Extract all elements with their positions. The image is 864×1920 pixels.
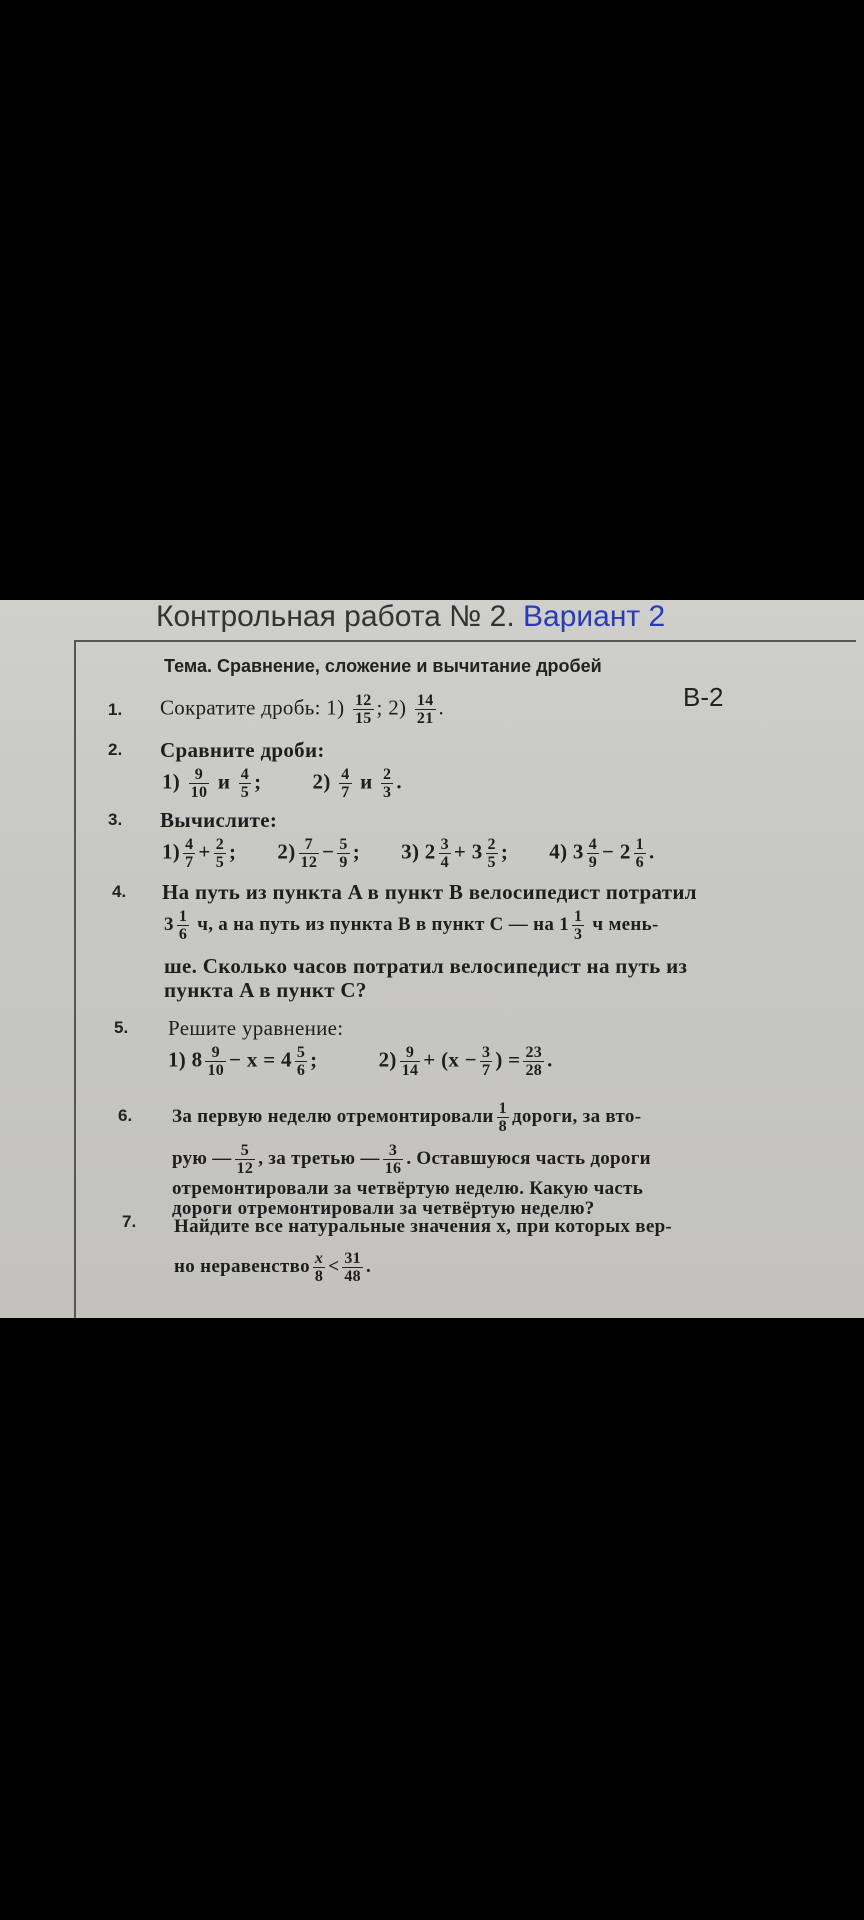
page-title: [156, 600, 665, 634]
task-1: [160, 692, 444, 727]
fraction: $\frac{12}{15}$: [354, 692, 372, 727]
task-number: 7.: [122, 1212, 137, 1231]
task-1-text: Сократите дробь: 1): [160, 695, 345, 720]
task-number: 1.: [108, 700, 123, 719]
task-number: 2.: [108, 740, 123, 759]
task-4-line-2: 3 $\frac{1}{6}$ ч, а на путь из пункта B в пункт C — на 1 $\frac{1}{3}$ ч мень-: [164, 908, 659, 943]
variant-code: В-2: [683, 682, 724, 712]
task-6-line-4: дороги отремонтировали за четвёртую неделю?: [172, 1198, 595, 1219]
task-4-line-4: пункта A в пункт C?: [164, 978, 367, 1002]
end-mark: .: [438, 695, 445, 720]
task-2-items: 1) $\frac{9}{10}$ и $\frac{4}{5}$ ; 2) $\frac{4}{7}$ и $\frac{2}{3}$ .: [162, 766, 402, 801]
title-text: Контрольная работа № 2.: [156, 600, 515, 633]
task-7-line-1: Найдите все натуральные значения x, при которых вер-: [174, 1216, 673, 1237]
task-3-heading: Вычислите:: [160, 808, 278, 832]
fraction: $\frac{14}{21}$: [416, 692, 434, 727]
task-number: 5.: [114, 1018, 129, 1037]
variant-label: Вариант 2: [523, 600, 666, 633]
topic-heading: Тема. Сравнение, сложение и вычитание дробей: [164, 656, 602, 676]
task-5-heading: Решите уравнение:: [168, 1016, 344, 1040]
task-6-line-1: За первую неделю отремонтировали $\frac{1}{8}$ дороги, за вто-: [172, 1100, 642, 1135]
task-6-line-3: отремонтировали за четвёртую неделю. Какую часть: [172, 1178, 644, 1199]
separator: ; 2): [376, 695, 407, 720]
task-3-items: 1) $\frac{4}{7}$ + $\frac{2}{5}$ ; 2) $\frac{7}{12}$ − $\frac{5}{9}$ ; 3) 2 $\frac{3}{4}$ + 3 $\frac{2}{5}$ ; 4) 3 $\frac{4}{9}$ − 2 $\frac{1}{6}$ .: [162, 836, 655, 871]
task-6-line-2: рую — $\frac{5}{12}$ , за третью — $\frac{3}{16}$ . Оставшуюся часть дороги: [172, 1142, 651, 1177]
task-4-line-3: ше. Сколько часов потратил велосипедист на путь из: [164, 954, 688, 978]
task-number: 4.: [112, 882, 127, 901]
task-number: 3.: [108, 810, 123, 829]
task-2-heading: Сравните дроби:: [160, 738, 325, 762]
task-number: 6.: [118, 1106, 133, 1125]
task-4-line-1: На путь из пункта A в пункт B велосипедист потратил: [162, 880, 697, 904]
task-5-items: 1) 8 $\frac{9}{10}$ − x = 4 $\frac{5}{6}$ ; 2) $\frac{9}{14}$ + (x − $\frac{3}{7}$ ) = $\frac{23}{28}$ .: [168, 1044, 553, 1079]
task-7-line-2: но неравенство $\frac{x}{8}$ < $\frac{31}{48}$ .: [174, 1250, 372, 1285]
document-photo: [0, 600, 864, 1318]
